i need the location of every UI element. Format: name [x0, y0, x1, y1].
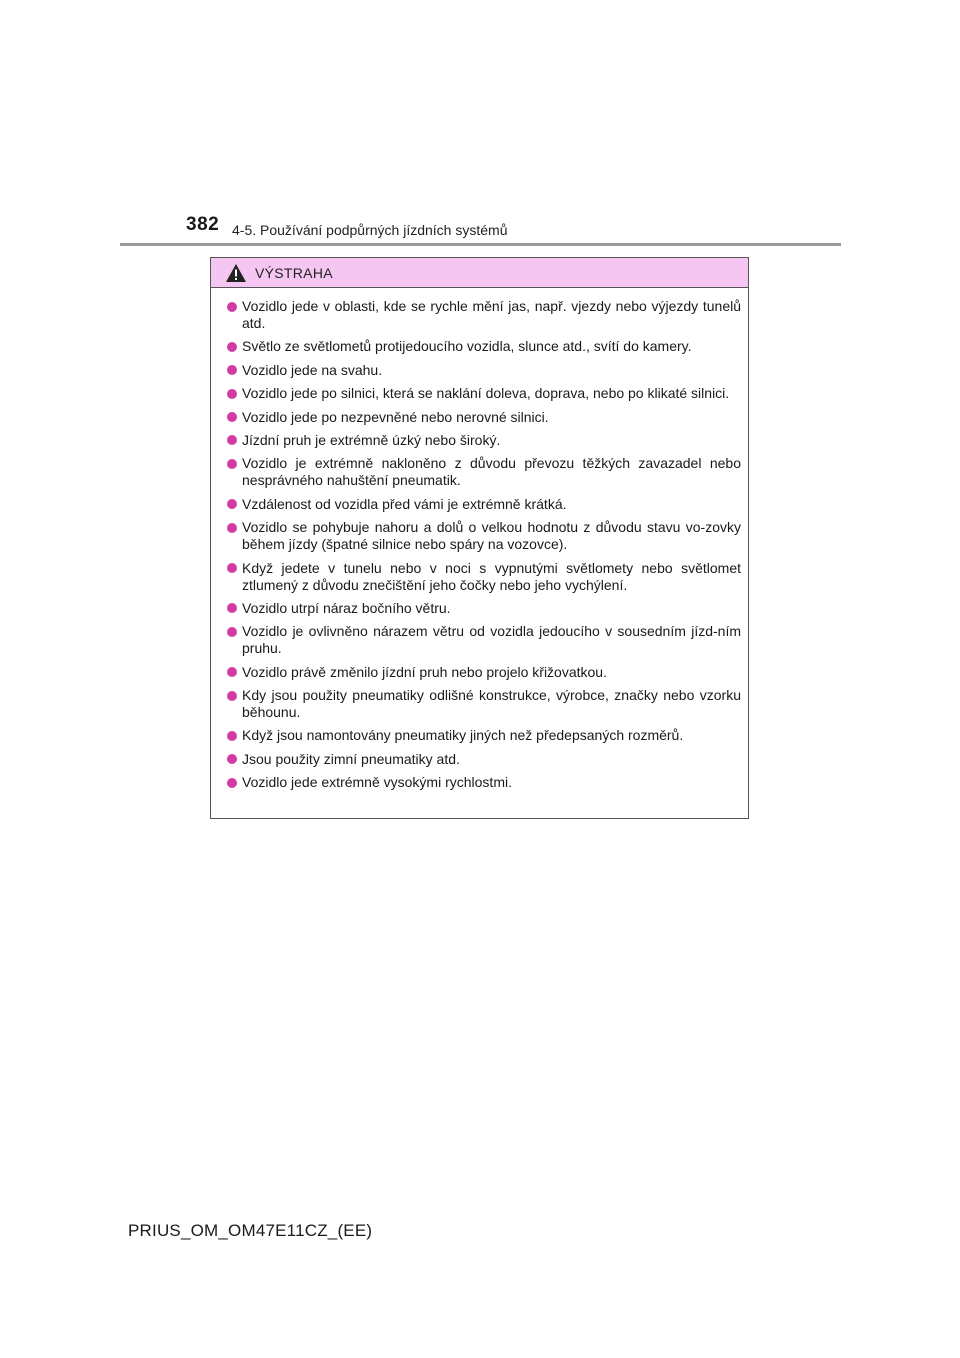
bullet-icon	[227, 365, 237, 375]
bullet-icon	[227, 302, 237, 312]
list-item-text: Vozidlo jede na svahu.	[242, 361, 383, 378]
list-item	[227, 455, 741, 489]
list-item	[227, 664, 741, 681]
bullet-icon	[227, 754, 237, 764]
list-item	[227, 298, 741, 332]
bullet-icon	[227, 731, 237, 741]
list-item-text: Vozidlo utrpí náraz bočního větru.	[242, 599, 451, 616]
list-item-text: Vozidlo jede extrémně vysokými rychlostmi.	[242, 774, 512, 791]
list-item	[227, 385, 741, 402]
list-item	[227, 687, 741, 721]
list-item-text: Vozidlo je ovlivněno nárazem větru od vozidla jedoucího v sousedním jízd-ním pruhu.	[242, 623, 741, 657]
bullet-icon	[227, 627, 237, 637]
list-item-text: Vozidlo se pohybuje nahoru a dolů o velkou hodnotu z důvodu stavu vo-zovky během jízdy (špatné silnice nebo spáry na vozovce).	[242, 519, 741, 553]
list-item-text: Kdy jsou použity pneumatiky odlišné konstrukce, výrobce, značky nebo vzorku běhounu.	[242, 687, 741, 721]
bullet-icon	[227, 435, 237, 445]
bullet-icon	[227, 499, 237, 509]
list-item-text: Vozidlo je extrémně nakloněno z důvodu převozu těžkých zavazadel nebo nesprávného nahuštění pneumatik.	[242, 455, 741, 489]
document-code: PRIUS_OM_OM47E11CZ_(EE)	[128, 1221, 373, 1240]
bullet-icon	[227, 778, 237, 788]
list-item-text: Jsou použity zimní pneumatiky atd.	[242, 750, 460, 767]
list-item	[227, 560, 741, 594]
list-item-text: Jízdní pruh je extrémně úzký nebo široký.	[242, 431, 501, 448]
list-item	[227, 496, 741, 513]
section-title: 4-5. Používání podpůrných jízdních systémů	[232, 222, 508, 238]
bullet-icon	[227, 563, 237, 573]
bullet-icon	[227, 412, 237, 422]
bullet-icon	[227, 459, 237, 469]
list-item-text: Když jsou namontovány pneumatiky jiných než předepsaných rozměrů.	[242, 727, 684, 744]
list-item	[227, 519, 741, 553]
list-item-text: Vozidlo jede po nezpevněné nebo nerovné silnici.	[242, 408, 549, 425]
list-item-text: Světlo ze světlometů protijedoucího vozidla, slunce atd., svítí do kamery.	[242, 338, 692, 355]
bullet-icon	[227, 389, 237, 399]
list-item	[227, 623, 741, 657]
bullet-icon	[227, 342, 237, 352]
list-item	[227, 774, 741, 791]
list-item	[227, 727, 741, 744]
list-item-text: Když jedete v tunelu nebo v noci s vypnutými světlomety nebo světlomet ztlumený z důvodu znečištění jeho čočky nebo jeho vychýlení.	[242, 559, 741, 593]
warning-label: VÝSTRAHA	[255, 264, 333, 281]
list-item	[227, 432, 741, 449]
list-item	[227, 751, 741, 768]
list-item	[227, 338, 741, 355]
bullet-icon	[227, 667, 237, 677]
page-number: 382	[186, 214, 220, 235]
list-item	[227, 362, 741, 379]
warning-list	[211, 288, 748, 791]
bullet-icon	[227, 523, 237, 533]
list-item-text: Vozidlo jede po silnici, která se naklání doleva, doprava, nebo po klikaté silnici.	[242, 385, 730, 402]
list-item-text: Vzdálenost od vozidla před vámi je extrémně krátká.	[242, 495, 567, 512]
list-item	[227, 600, 741, 617]
bullet-icon	[227, 691, 237, 701]
bullet-icon	[227, 603, 237, 613]
warning-header	[211, 258, 748, 288]
list-item-text: Vozidlo právě změnilo jízdní pruh nebo projelo křižovatkou.	[242, 663, 607, 680]
list-item	[227, 409, 741, 426]
warning-box	[210, 257, 749, 819]
header-divider	[120, 243, 841, 246]
list-item-text: Vozidlo jede v oblasti, kde se rychle mění jas, např. vjezdy nebo výjezdy tunelů atd.	[242, 298, 741, 331]
warning-triangle-icon	[225, 263, 247, 283]
